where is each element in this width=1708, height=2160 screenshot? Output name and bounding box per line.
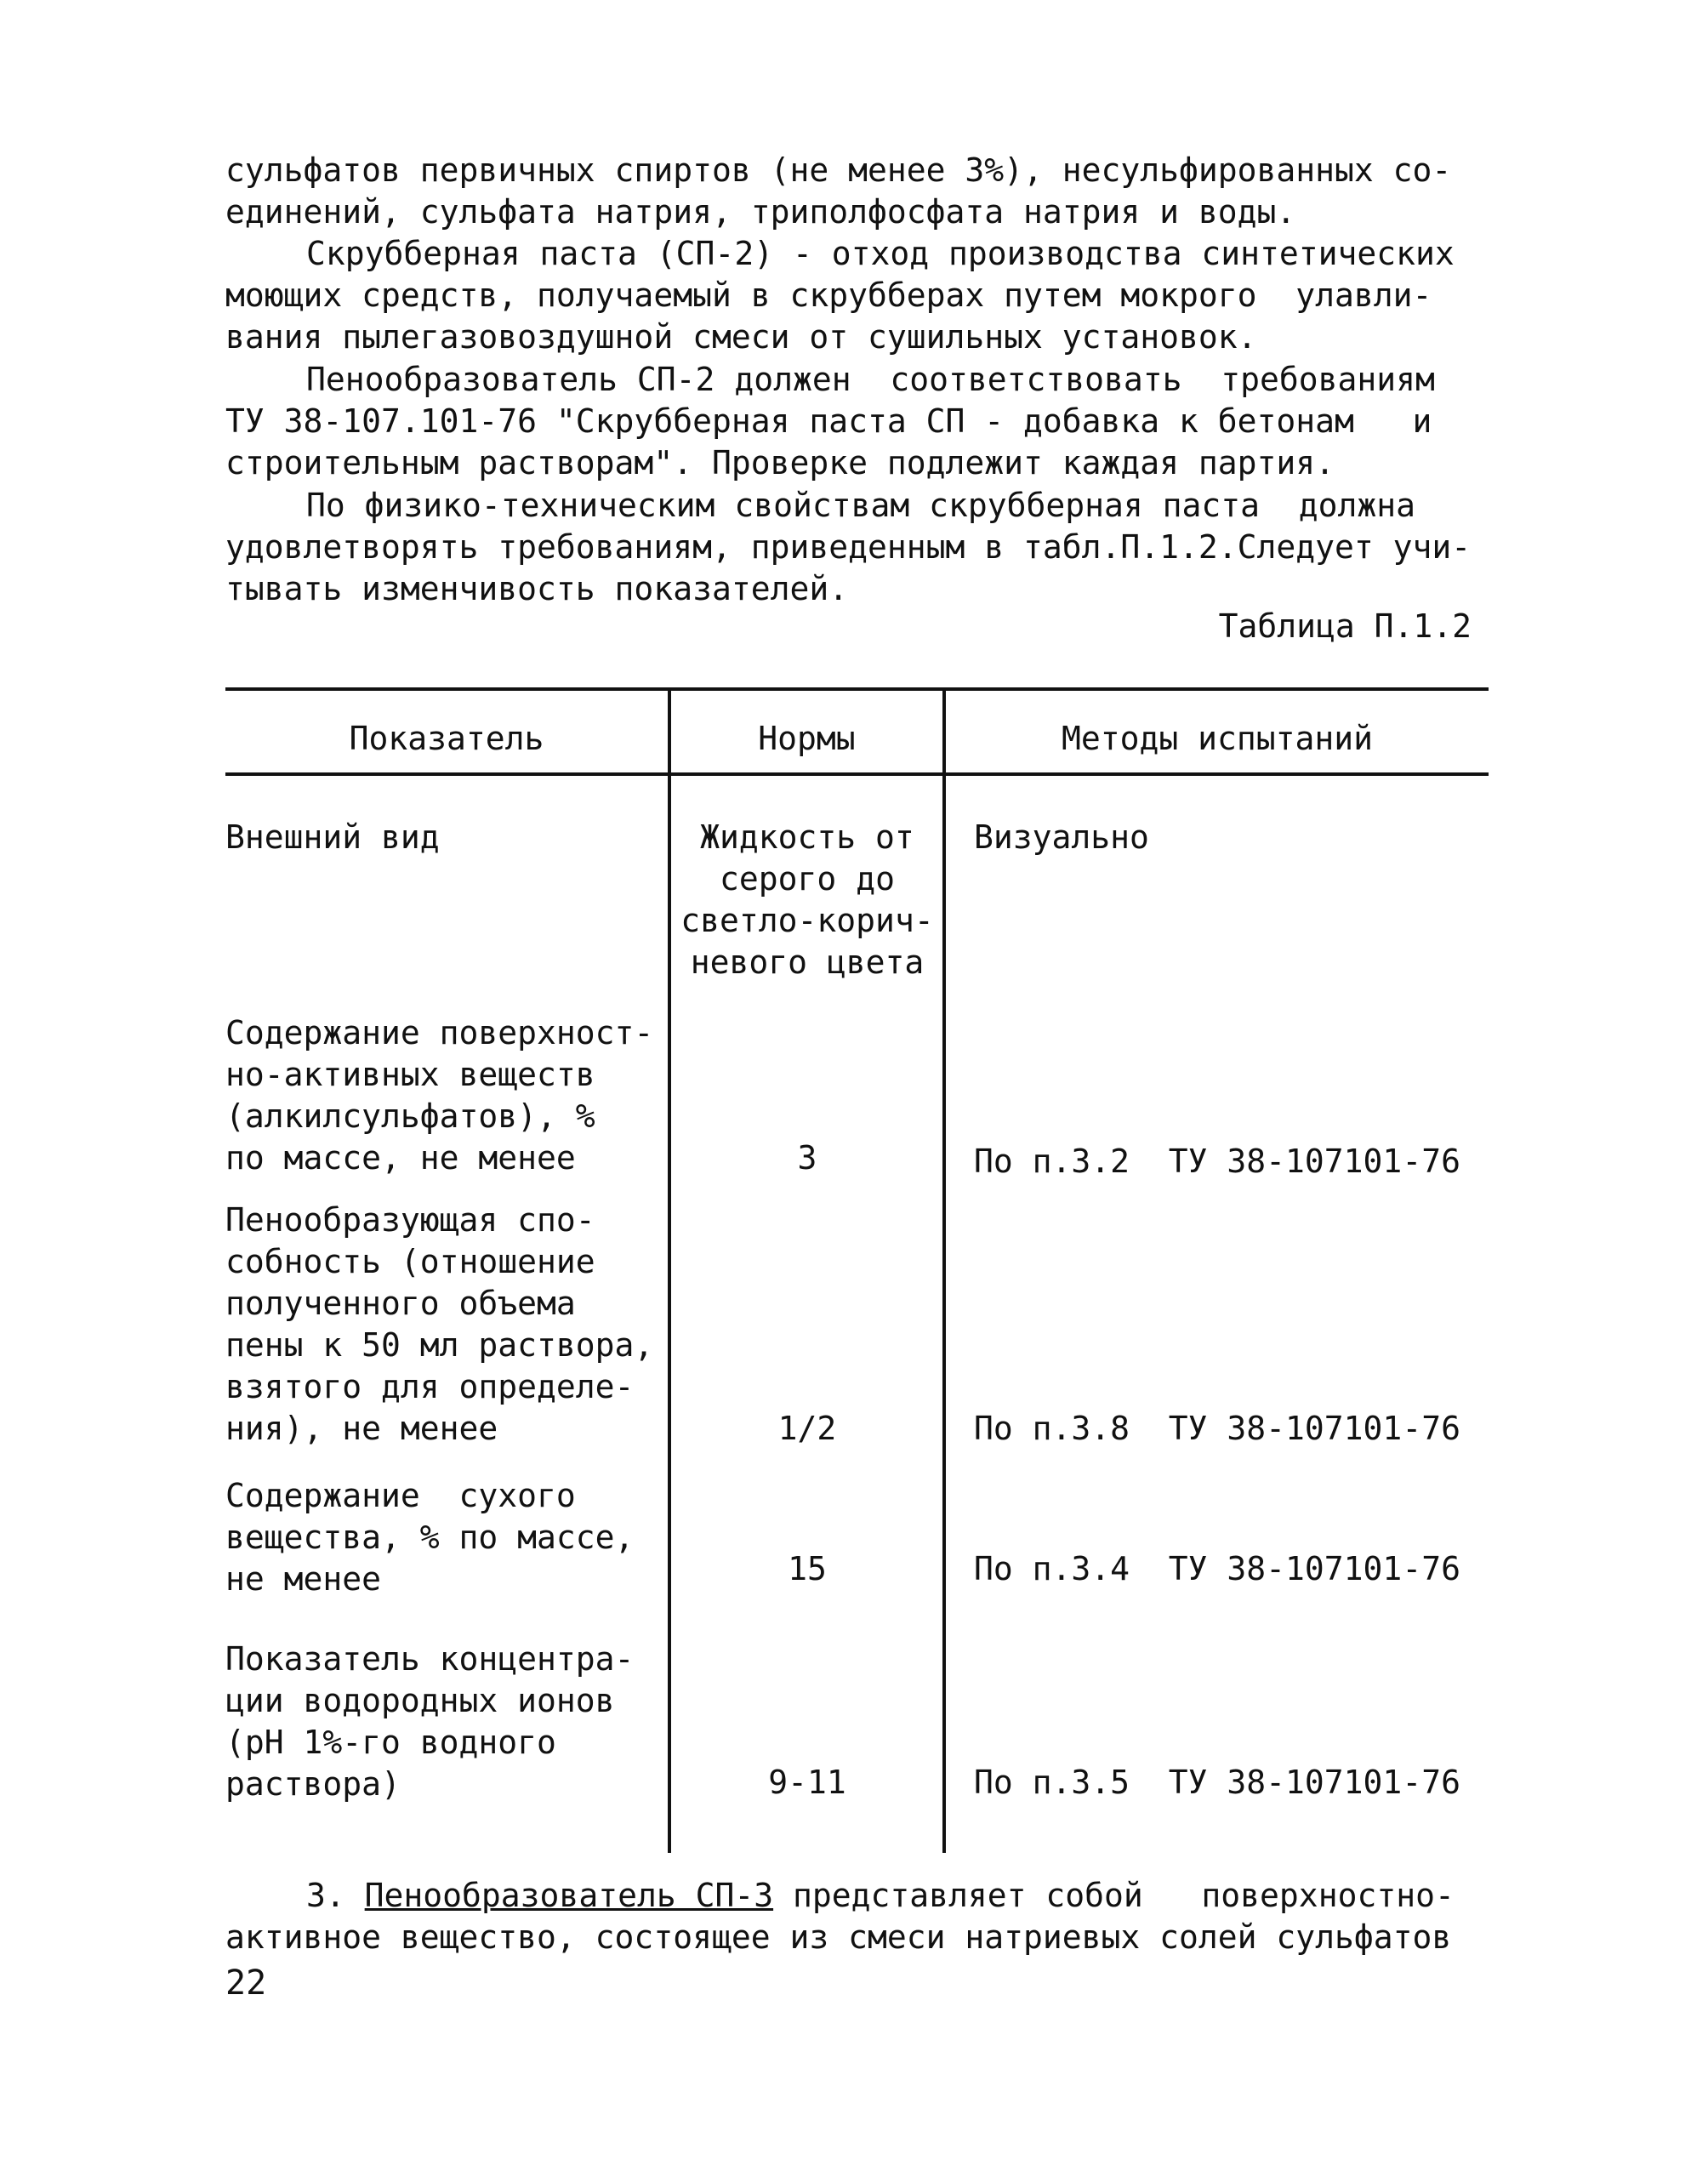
header-norms: Нормы [758,720,856,757]
row2-method [974,1141,1489,1183]
row4-norm [671,1548,943,1590]
row1-norm [671,817,943,983]
paragraph-2 [225,233,1489,358]
cell-line: По п.3.2 ТУ 38-107101-76 [974,1143,1460,1180]
paragraph-4 [225,485,1489,610]
section-line-rest: представляет собой поверхностно- [792,1877,1455,1914]
cell-line: Содержание поверхност- [225,1014,654,1052]
cell-line: (рН 1%-го водного [225,1724,556,1761]
cell-line: (алкилсульфатов), % [225,1097,595,1135]
text-line: моющих средств, получаемый в скрубберах путем мокрого улавли- [225,276,1432,314]
cell-line: Визуально [974,818,1149,856]
row5-norm [671,1762,943,1804]
paragraph-3 [225,359,1489,484]
page-number: 22 [225,1963,267,2003]
text-line [225,1875,1489,1917]
text-line: активное вещество, состоящее из смеси натриевых солей сульфатов [225,1918,1452,1956]
row5-method [974,1762,1489,1804]
cell-line: раствора) [225,1765,401,1803]
cell-line: собность (отношение [225,1243,595,1280]
row2-indicator [225,1012,668,1179]
text-line: ТУ 38-107.101-76 "Скрубберная паста СП - добавка к бетонам и [225,402,1432,440]
table-header-rule [225,772,1489,776]
section-title: Пенообразователь СП-3 [364,1877,774,1914]
cell-line: серого до [720,860,895,898]
paragraph-1 [225,150,1489,233]
cell-line: По п.3.8 ТУ 38-107101-76 [974,1410,1460,1447]
table-top-rule [225,687,1489,691]
row3-indicator [225,1200,668,1450]
header-methods: Методы испытаний [1061,720,1374,757]
section-3-paragraph [225,1875,1489,1958]
cell-line: но-активных веществ [225,1056,595,1093]
text-line: тывать изменчивость показателей. [225,570,849,607]
section-number: 3. [306,1877,345,1914]
cell-line: Внешний вид [225,818,440,856]
text-line: строительным растворам". Проверке подлежит каждая партия. [225,444,1335,482]
cell-line: По п.3.5 ТУ 38-107101-76 [974,1764,1460,1801]
cell-line: 1/2 [777,1410,837,1447]
cell-line: вещества, % по массе, [225,1519,635,1556]
row4-indicator [225,1475,668,1600]
row1-method [974,817,1489,858]
cell-line: пены к 50 мл раствора, [225,1326,654,1364]
row4-method [974,1548,1489,1590]
row3-norm [671,1408,943,1450]
text-line: вания пылегазовоздушной смеси от сушильных установок. [225,318,1257,356]
cell-line: светло-корич- [680,902,934,939]
row1-indicator [225,817,668,858]
cell-line: Показатель концентра- [225,1640,635,1678]
header-indicator: Показатель [349,720,544,757]
text-line: Пенообразователь СП-2 должен соответствовать требованиям [306,361,1435,398]
cell-line: 3 [797,1139,817,1177]
text-line: сульфатов первичных спиртов (не менее 3%), несульфированных со- [225,151,1452,189]
cell-line: ции водородных ионов [225,1682,615,1719]
cell-line: Пенообразующая спо- [225,1201,595,1239]
cell-line: 9-11 [768,1764,846,1801]
cell-line: взятого для определе- [225,1368,635,1405]
cell-line: 15 [788,1550,827,1587]
specs-table [225,687,1489,1853]
cell-line: невого цвета [690,943,925,981]
cell-line: полученного объема [225,1285,576,1322]
cell-line: Жидкость от [700,818,914,856]
cell-line: ния), не менее [225,1410,498,1447]
text-line: По физико-техническим свойствам скрубберная паста должна [306,487,1416,524]
table-caption: Таблица П.1.2 [1218,607,1472,645]
text-line: удовлетворять требованиям, приведенным в табл.П.1.2.Следует учи- [225,528,1472,566]
cell-line: Содержание сухого [225,1477,576,1514]
text-line: единений, сульфата натрия, триполфосфата натрия и воды. [225,193,1296,231]
cell-line: По п.3.4 ТУ 38-107101-76 [974,1550,1460,1587]
cell-line: не менее [225,1560,382,1598]
row2-norm [671,1137,943,1179]
row5-indicator [225,1639,668,1805]
cell-line: по массе, не менее [225,1139,576,1177]
text-line: Скрубберная паста (СП-2) - отход производства синтетических [306,235,1455,272]
row3-method [974,1408,1489,1450]
